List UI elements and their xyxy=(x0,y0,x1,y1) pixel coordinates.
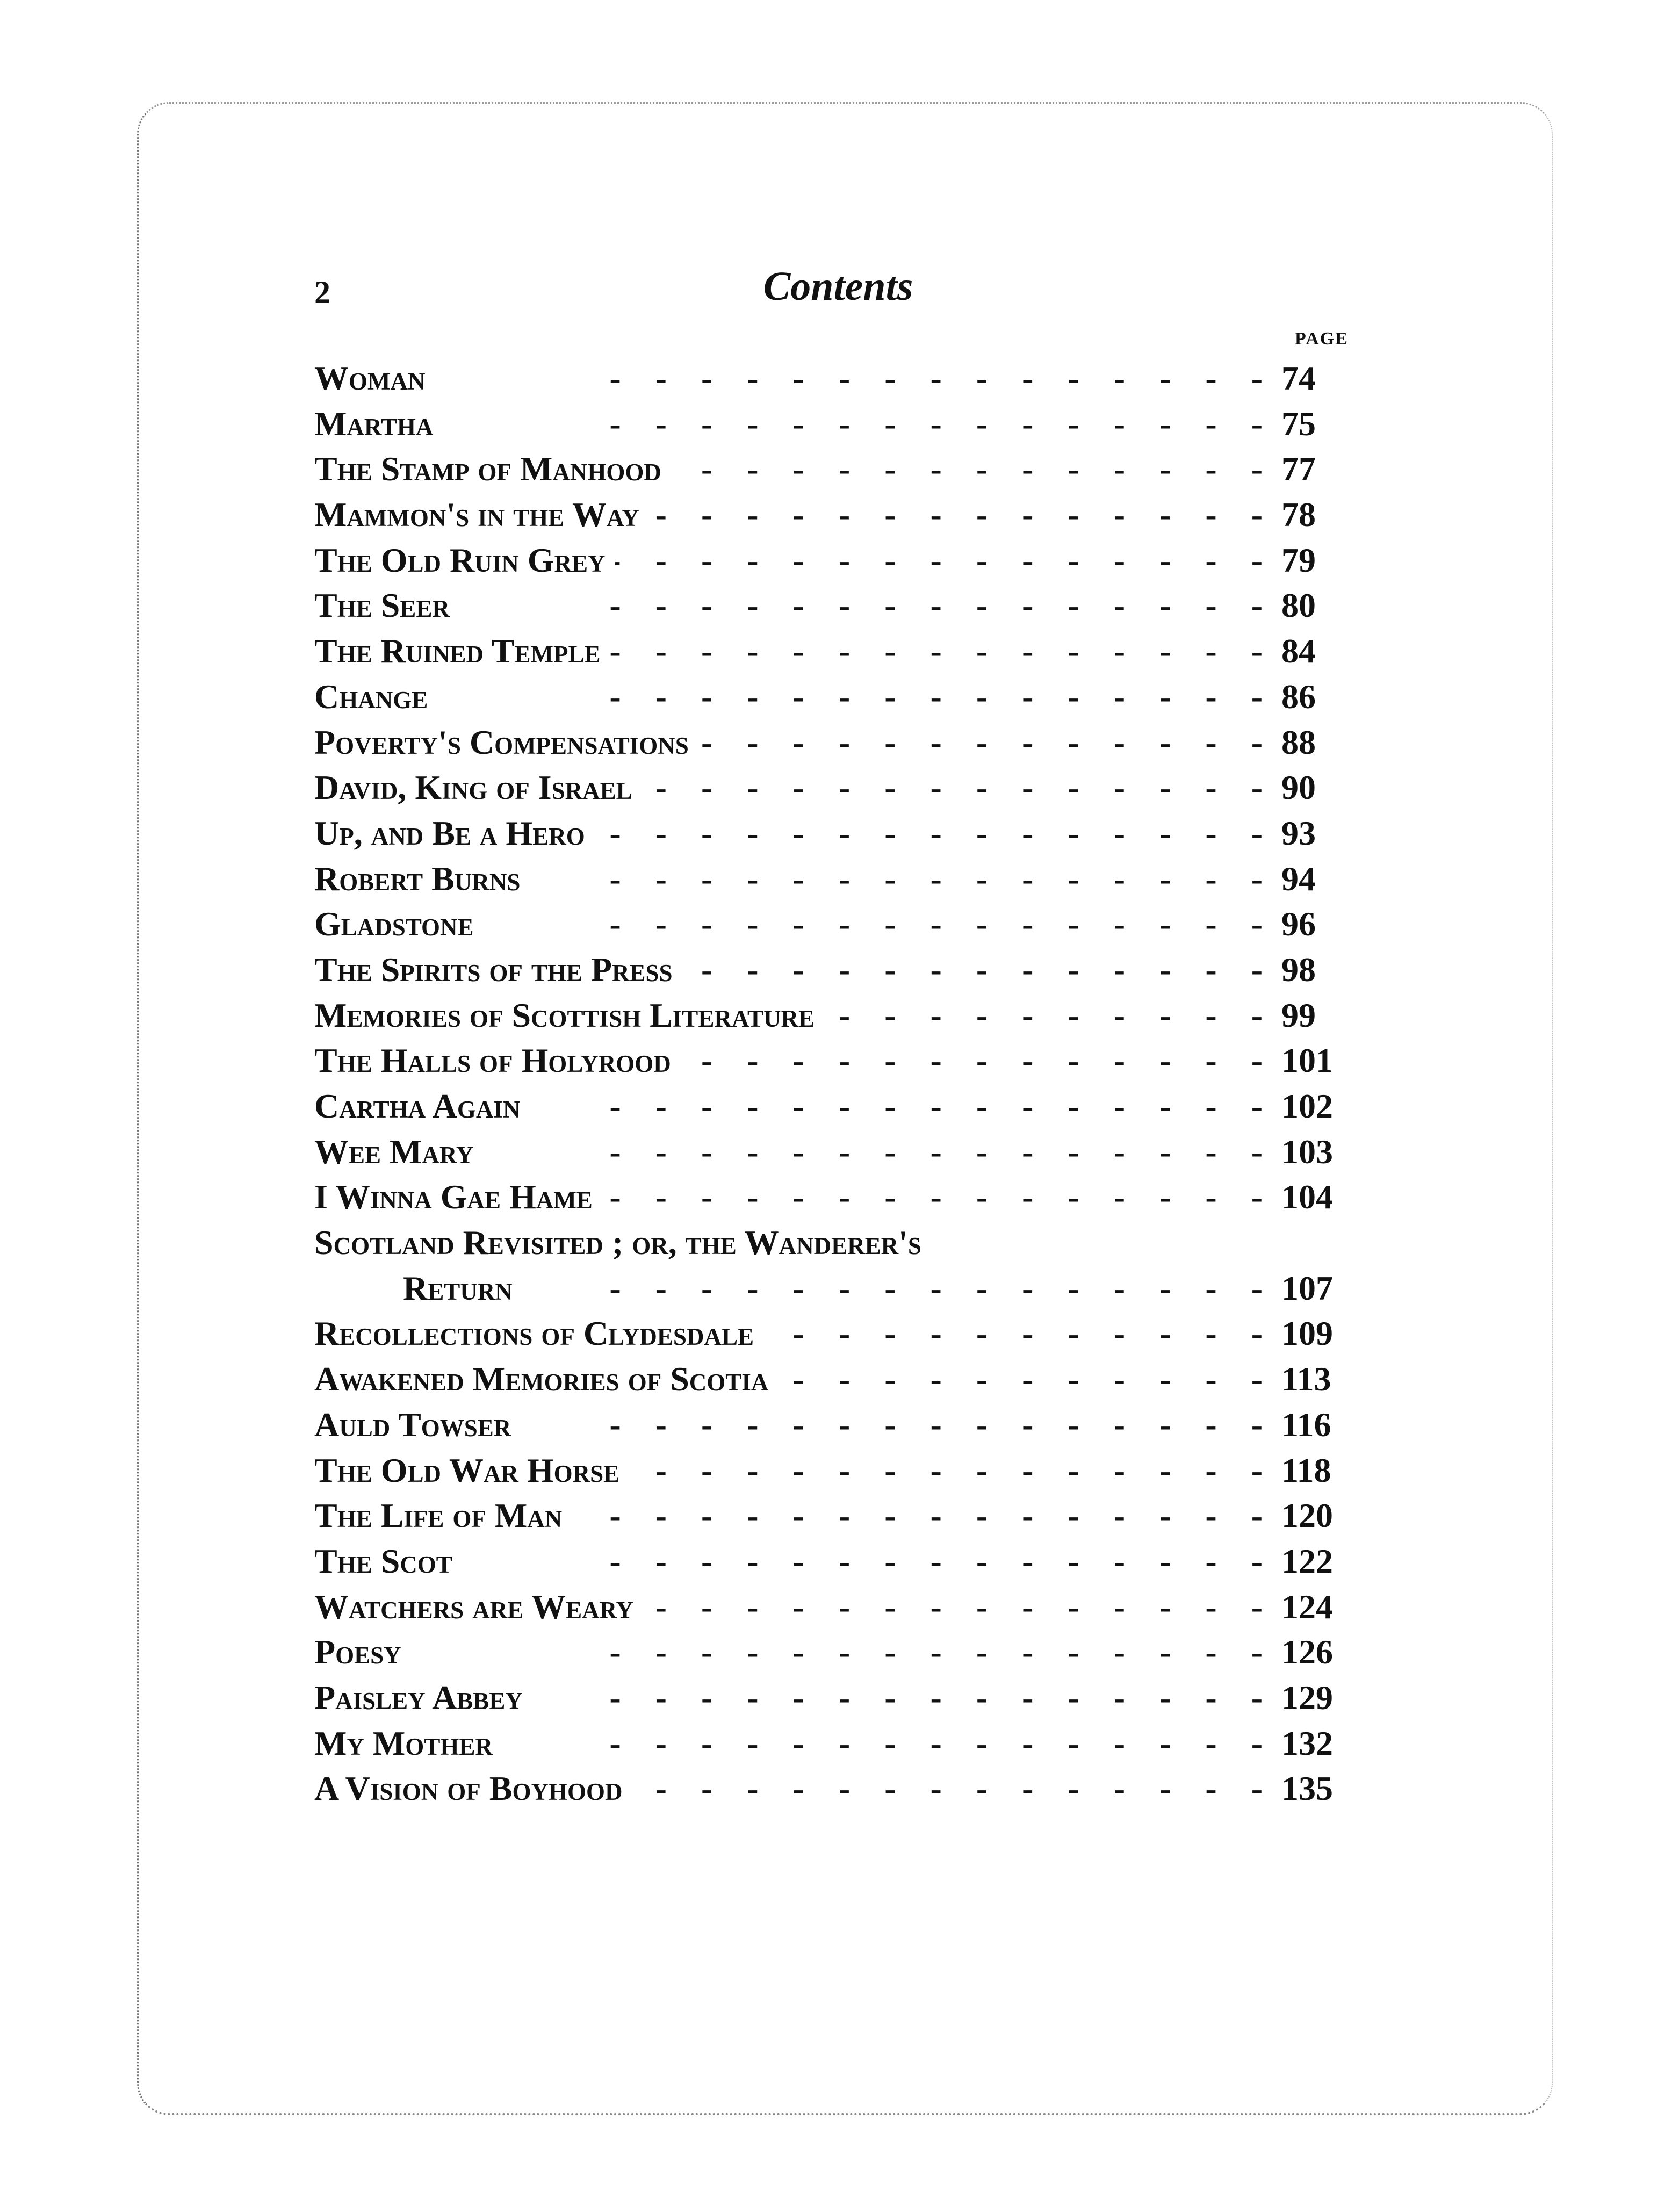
toc-entry xyxy=(314,811,1362,856)
entry-page-number: 75 xyxy=(1281,404,1316,443)
entry-page-number: 118 xyxy=(1281,1451,1331,1489)
entry-page-number: 88 xyxy=(1281,723,1316,761)
entry-page-number: 126 xyxy=(1281,1633,1333,1671)
entry-page-number: 99 xyxy=(1281,996,1316,1034)
entry-title: David, King of Israel xyxy=(314,765,642,811)
page-number: 2 xyxy=(314,275,330,310)
entry-title: Mammon's in the Way xyxy=(314,492,649,538)
entry-page-number: 113 xyxy=(1281,1360,1331,1399)
entry-page-number: 79 xyxy=(1281,541,1316,579)
entry-title: Poesy xyxy=(314,1630,411,1675)
entry-title: The Halls of Holyrood xyxy=(314,1038,681,1084)
dot-leader xyxy=(314,674,1263,720)
entry-page-number: 101 xyxy=(1281,1041,1333,1080)
entry-page-number: 120 xyxy=(1281,1496,1333,1535)
toc-entry xyxy=(314,1357,1362,1402)
toc-entry xyxy=(314,1448,1362,1494)
entry-title: The Ruined Temple xyxy=(314,629,610,674)
toc-entry xyxy=(314,1084,1362,1129)
toc-entry xyxy=(314,1675,1362,1721)
toc-entry xyxy=(314,902,1362,947)
entry-page-number: 132 xyxy=(1281,1724,1333,1762)
toc-entry xyxy=(314,1539,1362,1584)
toc-entry xyxy=(314,720,1362,766)
entry-page-number: 74 xyxy=(1281,359,1316,397)
entry-title: Martha xyxy=(314,401,443,447)
toc-entry xyxy=(314,629,1362,674)
toc-entry xyxy=(314,492,1362,538)
entry-title: Robert Burns xyxy=(314,856,530,902)
entry-page-number: 122 xyxy=(1281,1541,1333,1580)
toc-entry xyxy=(314,583,1362,629)
entry-page-number: 86 xyxy=(1281,677,1316,716)
entry-title: The Scot xyxy=(314,1539,462,1584)
entry-title: The Stamp of Manhood xyxy=(314,446,671,492)
entry-title: The Spirits of the Press xyxy=(314,947,682,993)
toc-entry xyxy=(314,1766,1362,1812)
entry-title: The Life of Man xyxy=(314,1493,572,1539)
toc-entry xyxy=(314,947,1362,993)
entry-page-number: 77 xyxy=(1281,450,1316,488)
entry-title: The Old Ruin Grey xyxy=(314,538,615,583)
entry-page-number: 103 xyxy=(1281,1132,1333,1171)
toc-entry xyxy=(314,538,1362,583)
entry-page-number: 104 xyxy=(1281,1178,1333,1216)
entry-title: The Old War Horse xyxy=(314,1448,629,1494)
entry-title: Auld Towser xyxy=(314,1402,521,1448)
entry-title: The Seer xyxy=(314,583,459,629)
entry-title: Scotland Revisited ; or, the Wanderer's xyxy=(314,1220,931,1266)
entry-page-number: 102 xyxy=(1281,1087,1333,1125)
entry-page-number: 94 xyxy=(1281,859,1316,898)
entry-page-number: 78 xyxy=(1281,495,1316,534)
entry-title: Memories of Scottish Literature xyxy=(314,993,824,1039)
entry-page-number: 109 xyxy=(1281,1314,1333,1353)
entry-page-number: 107 xyxy=(1281,1269,1333,1307)
entry-page-number: 93 xyxy=(1281,813,1316,852)
toc-entry xyxy=(314,674,1362,720)
entry-page-number: 90 xyxy=(1281,768,1316,807)
toc-entry-continuation xyxy=(314,1266,1362,1312)
dot-leader xyxy=(314,1630,1263,1675)
entry-page-number: 129 xyxy=(1281,1678,1333,1717)
dot-leader xyxy=(314,356,1263,401)
toc-entry xyxy=(314,1175,1362,1220)
entry-title: Paisley Abbey xyxy=(314,1675,532,1721)
entry-page-number: 98 xyxy=(1281,950,1316,989)
toc-entry xyxy=(314,1493,1362,1539)
toc-entry xyxy=(314,1584,1362,1630)
entry-title: Change xyxy=(314,674,437,720)
toc-entry xyxy=(314,356,1362,401)
entry-title: Watchers are Weary xyxy=(314,1584,643,1630)
toc-entry xyxy=(314,1038,1362,1084)
toc-entry xyxy=(314,993,1362,1039)
entry-title: Gladstone xyxy=(314,902,484,947)
entry-title: Cartha Again xyxy=(314,1084,530,1129)
toc-entry-first-line xyxy=(314,1220,1362,1266)
dot-leader xyxy=(314,401,1263,447)
entry-page-number: 135 xyxy=(1281,1769,1333,1808)
entry-page-number: 124 xyxy=(1281,1587,1333,1626)
contents-list xyxy=(314,356,1362,1812)
entry-title: Up, and Be a Hero xyxy=(314,811,595,856)
page-header xyxy=(314,263,1362,328)
page-column-label: PAGE xyxy=(1295,329,1349,349)
toc-entry xyxy=(314,1721,1362,1767)
entry-title: Recollections of Clydesdale xyxy=(314,1311,763,1357)
toc-entry xyxy=(314,446,1362,492)
entry-page-number: 80 xyxy=(1281,586,1316,625)
entry-title: Return xyxy=(314,1266,522,1312)
entry-title: Woman xyxy=(314,356,435,401)
toc-entry xyxy=(314,401,1362,447)
toc-entry xyxy=(314,765,1362,811)
toc-entry xyxy=(314,1129,1362,1175)
entry-page-number: 96 xyxy=(1281,905,1316,943)
entry-page-number: 116 xyxy=(1281,1405,1331,1444)
entry-title: My Mother xyxy=(314,1721,502,1767)
entry-title: Awakened Memories of Scotia xyxy=(314,1357,778,1402)
entry-page-number: 84 xyxy=(1281,632,1316,671)
entry-title: I Winna Gae Hame xyxy=(314,1175,602,1220)
entry-title: A Vision of Boyhood xyxy=(314,1766,632,1812)
toc-entry xyxy=(314,856,1362,902)
running-title: Contents xyxy=(763,264,913,309)
toc-entry xyxy=(314,1402,1362,1448)
toc-entry xyxy=(314,1311,1362,1357)
toc-entry xyxy=(314,1630,1362,1675)
entry-title: Wee Mary xyxy=(314,1129,483,1175)
entry-title: Poverty's Compensations xyxy=(314,720,698,766)
